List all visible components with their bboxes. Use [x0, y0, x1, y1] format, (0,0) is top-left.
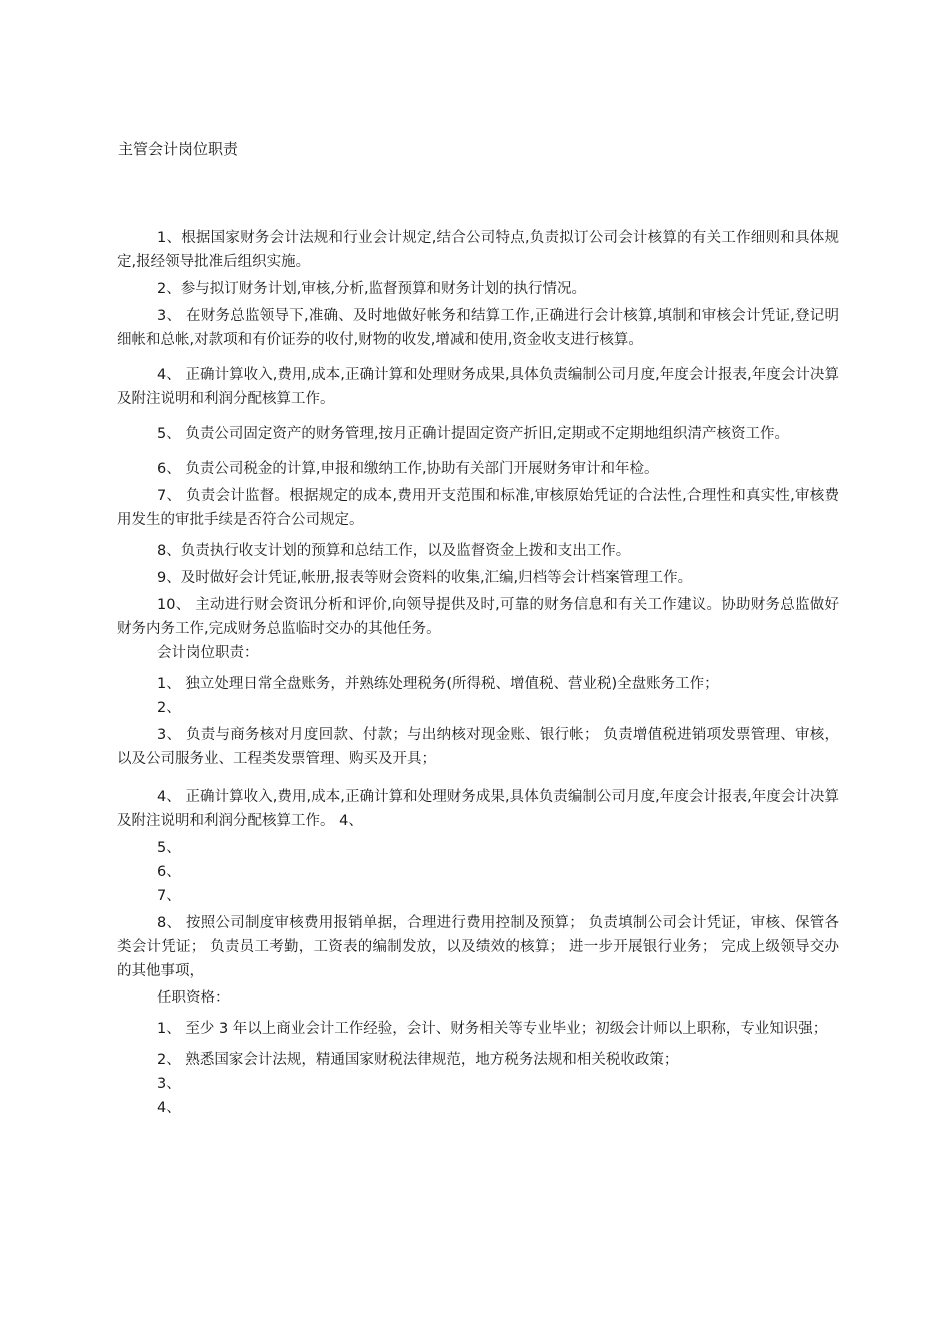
- paragraph-7: 7、 负责会计监督。根据规定的成本,费用开支范围和标准,审核原始凭证的合法性,合理性和真实性,审核费用发生的审批手续是否符合公司规定。: [117, 488, 839, 528]
- paragraph-9: 9、及时做好会计凭证,帐册,报表等财会资料的收集,汇编,归档等会计档案管理工作。: [157, 570, 693, 586]
- section-heading-qualifications: 任职资格：: [157, 990, 230, 1006]
- qualification-item-4: 4、: [157, 1100, 181, 1116]
- document-title: 主管会计岗位职责: [118, 140, 239, 158]
- qualification-item-1: 1、 至少 3 年以上商业会计工作经验，会计、财务相关等专业毕业；初级会计师以上职称，专业知识强；: [157, 1021, 828, 1037]
- document-body: [117, 226, 839, 1120]
- accountant-item-8: 8、 按照公司制度审核费用报销单据，合理进行费用控制及预算； 负责填制公司会计凭证，审核、保管各类会计凭证； 负责员工考勤，工资表的编制发放，以及绩效的核算； 进一步开展银行业务； 完成上级领导交办的其他事项，: [117, 915, 839, 979]
- paragraph-6: 6、 负责公司税金的计算,申报和缴纳工作,协助有关部门开展财务审计和年检。: [157, 461, 659, 477]
- accountant-item-2: 2、: [157, 700, 181, 716]
- qualification-item-2: 2、 熟悉国家会计法规，精通国家财税法律规范，地方税务法规和相关税收政策；: [157, 1052, 679, 1068]
- accountant-item-7: 7、: [157, 888, 181, 904]
- paragraph-3: 3、 在财务总监领导下,准确、及时地做好帐务和结算工作,正确进行会计核算,填制和审核会计凭证,登记明细帐和总帐,对款项和有价证券的收付,财物的收发,增减和使用,资金收支进行核算。: [117, 308, 839, 348]
- accountant-item-6: 6、: [157, 864, 181, 880]
- accountant-item-1: 1、 独立处理日常全盘账务，并熟练处理税务(所得税、增值税、营业税)全盘账务工作；: [157, 676, 719, 692]
- accountant-item-4: 4、 正确计算收入,费用,成本,正确计算和处理财务成果,具体负责编制公司月度,年度会计报表,年度会计决算及附注说明和利润分配核算工作。 4、: [117, 789, 839, 829]
- paragraph-5: 5、 负责公司固定资产的财务管理,按月正确计提固定资产折旧,定期或不定期地组织清产核资工作。: [157, 426, 790, 442]
- accountant-item-5: 5、: [157, 840, 181, 856]
- paragraph-4: 4、 正确计算收入,费用,成本,正确计算和处理财务成果,具体负责编制公司月度,年度会计报表,年度会计决算及附注说明和利润分配核算工作。: [117, 367, 839, 407]
- paragraph-2: 2、参与拟订财务计划,审核,分析,监督预算和财务计划的执行情况。: [157, 281, 587, 297]
- paragraph-10: 10、 主动进行财会资讯分析和评价,向领导提供及时,可靠的财务信息和有关工作建议。协助财务总监做好财务内务工作,完成财务总监临时交办的其他任务。: [117, 597, 839, 637]
- accountant-item-3: 3、 负责与商务核对月度回款、付款；与出纳核对现金账、银行帐； 负责增值税进销项发票管理、审核，以及公司服务业、工程类发票管理、购买及开具；: [117, 727, 839, 767]
- paragraph-8: 8、负责执行收支计划的预算和总结工作，以及监督资金上拨和支出工作。: [157, 543, 631, 559]
- section-heading-accountant-duties: 会计岗位职责：: [157, 645, 259, 661]
- paragraph-1: 1、根据国家财务会计法规和行业会计规定,结合公司特点,负责拟订公司会计核算的有关工作细则和具体规定,报经领导批准后组织实施。: [117, 230, 839, 270]
- qualification-item-3: 3、: [157, 1076, 181, 1092]
